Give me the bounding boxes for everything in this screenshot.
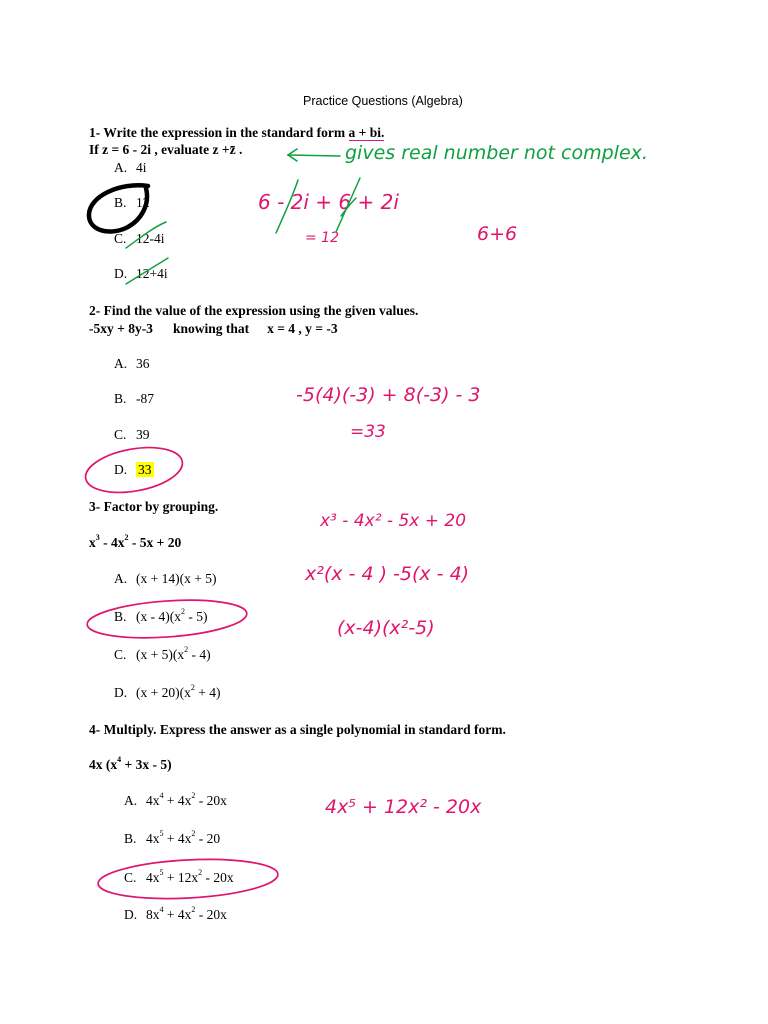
q4-work-line-1: 4x⁵ + 12x² - 20x: [325, 796, 482, 818]
question-4-heading: 4- Multiply. Express the answer as a single polynomial in standard form.: [89, 722, 506, 737]
question-1-heading-text: 1- Write the expression in the standard form: [89, 125, 349, 140]
option-letter: A.: [114, 356, 128, 371]
option-letter: D.: [114, 685, 128, 700]
option-text: 12+4i: [136, 266, 168, 281]
q3-work-line-3: (x-4)(x²-5): [337, 617, 435, 639]
option-letter: C.: [114, 231, 127, 246]
question-1-form: a + bi.: [348, 125, 385, 140]
expr-term: - 5x + 20: [128, 535, 182, 550]
option-text: + 12x: [163, 870, 199, 885]
option-text: - 20: [195, 831, 221, 846]
q1-arrow-icon: [288, 149, 340, 161]
q3-circle-b-icon: [86, 595, 248, 642]
option-letter: A.: [114, 160, 128, 175]
option-letter: A.: [124, 793, 138, 808]
option-letter: B.: [114, 391, 127, 406]
option-exponent: 4: [159, 791, 164, 800]
option-text: 39: [136, 427, 150, 442]
expr-exponent: 3: [95, 533, 100, 542]
q1-note-handwritten: gives real number not complex.: [345, 142, 648, 164]
q1-crossout-marks: [126, 178, 360, 284]
option-letter: B.: [114, 195, 127, 210]
option-text: 4x: [146, 831, 160, 846]
option-letter: D.: [114, 266, 128, 281]
option-exponent: 5: [159, 829, 164, 838]
option-exponent: 2: [184, 645, 189, 654]
option-exponent: 4: [159, 905, 164, 914]
option-text: 12: [136, 195, 150, 210]
option-text: - 20x: [195, 793, 227, 808]
expr-exponent: 2: [124, 533, 129, 542]
option-letter: C.: [114, 647, 127, 662]
option-letter: A.: [114, 571, 128, 586]
option-text: - 5): [184, 609, 208, 624]
option-text: 36: [136, 356, 150, 371]
option-text: 8x: [146, 907, 160, 922]
expr-exponent: 4: [117, 755, 122, 764]
q4-circle-c-icon: [97, 855, 279, 902]
option-text: (x + 20)(x: [136, 685, 191, 700]
option-text: + 4): [194, 685, 221, 700]
option-exponent: 2: [198, 868, 203, 877]
expr-term: + 3x - 5): [121, 757, 172, 772]
q1-work-line-1: 6 - 2i + 6 + 2i: [258, 190, 399, 214]
option-exponent: 2: [180, 607, 185, 616]
option-text: (x - 4)(x: [136, 609, 181, 624]
expr-term: 4x (x: [89, 757, 118, 772]
option-text: -87: [136, 391, 154, 406]
q1-work-line-2: = 12: [305, 230, 339, 246]
option-text: 4i: [136, 160, 147, 175]
option-exponent: 2: [191, 791, 196, 800]
question-2-heading: 2- Find the value of the expression using the given values.: [89, 303, 419, 318]
option-letter: D.: [124, 907, 138, 922]
q3-work-line-2: x²(x - 4 ) -5(x - 4): [305, 563, 470, 585]
q2-work-line-2: =33: [350, 422, 386, 442]
q2-work-line-1: -5(4)(-3) + 8(-3) - 3: [296, 384, 481, 406]
option-text: - 20x: [195, 907, 227, 922]
option-exponent: 2: [190, 683, 195, 692]
option-text: 12-4i: [136, 231, 165, 246]
page-title: Practice Questions (Algebra): [303, 94, 463, 108]
option-text: (x + 5)(x: [136, 647, 185, 662]
q2-circle-d-icon: [82, 441, 186, 499]
question-1-given: If z = 6 - 2i , evaluate z +z̄ .: [89, 142, 243, 157]
expr-term: x: [89, 535, 96, 550]
option-letter: C.: [124, 870, 137, 885]
option-text: - 20x: [202, 870, 234, 885]
option-exponent: 2: [191, 905, 196, 914]
question-2-expression: -5xy + 8y-3: [89, 321, 153, 336]
option-text: + 4x: [163, 831, 192, 846]
q1-circle-b-icon: [89, 185, 148, 231]
option-letter: C.: [114, 427, 127, 442]
option-exponent: 2: [191, 829, 196, 838]
question-2-knowing: knowing that: [172, 321, 250, 336]
option-text-highlighted: 33: [138, 462, 152, 477]
option-text: 4x: [146, 793, 160, 808]
question-3-heading: 3- Factor by grouping.: [89, 499, 219, 514]
expr-term: - 4x: [99, 535, 125, 550]
question-2-values: x = 4 , y = -3: [267, 321, 338, 336]
option-text: 4x: [146, 870, 160, 885]
option-text: + 4x: [163, 907, 192, 922]
q1-work-line-3: 6+6: [477, 223, 518, 245]
option-letter: B.: [124, 831, 137, 846]
q3-work-line-1: x³ - 4x² - 5x + 20: [320, 511, 467, 531]
option-exponent: 5: [159, 868, 164, 877]
option-letter: D.: [114, 462, 128, 477]
option-text: + 4x: [163, 793, 192, 808]
option-letter: B.: [114, 609, 127, 624]
option-text: - 4): [188, 647, 211, 662]
option-text: (x + 14)(x + 5): [136, 571, 217, 586]
